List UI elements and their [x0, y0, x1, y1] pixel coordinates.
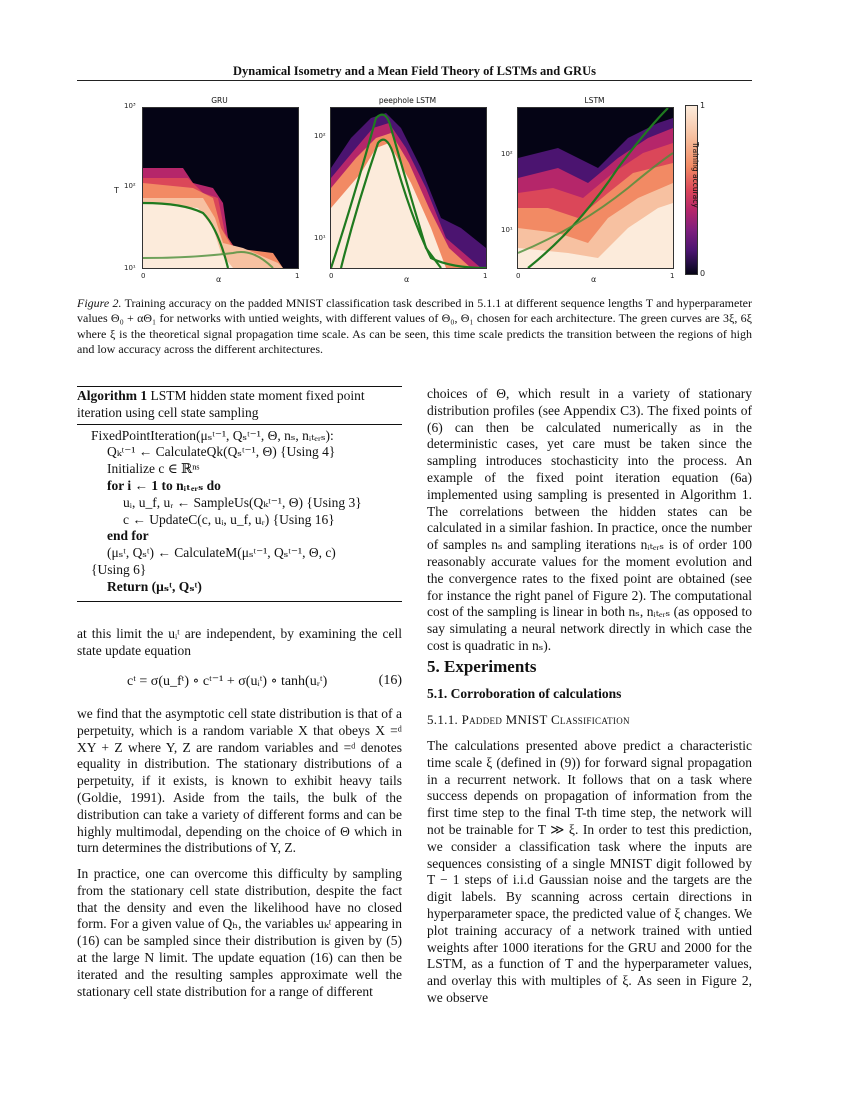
heatmap-gru [142, 107, 299, 269]
heatmap-peephole-lstm [330, 107, 487, 269]
right-paragraph-1: choices of Θ, which result in a variety of stationary distribution profiles (see Appendix C3). The fixed points of (6) can then be calculated numerically as in the deterministic cases, yet care must be taken since the sampling introduces stochasticity into the process. An example of the fixed point iteration equation (6a) implemented using sampling is presented in Algorithm 1. The correlations between the hidden states can be calculated in a similar fashion. In practice, once the number of samples nₛ and sampling iterations nᵢₜₑᵣₛ is of order 100 reasonably accurate values for the moment evolution and the convergence rates to the fixed point are obtained (see for instance the right panel of Figure 2). The computational cost of the sampling is linear in both nₛ, nᵢₜₑᵣₛ (as opposed to say simulating a neural network directly in which case the cost is quadratic in nₛ). [427, 386, 752, 653]
tick-label: 1 [295, 272, 300, 280]
colorbar-label: Training accuracy [691, 142, 700, 208]
colorbar-min: 0 [700, 269, 706, 278]
algo-line: (μₛᵗ, Qₛᵗ) ← CalculateM(μₛᵗ⁻¹, Qₛᵗ⁻¹, Θ, c) [107, 545, 336, 561]
section-heading: 5. Experiments [427, 657, 537, 676]
figure-2 [77, 92, 752, 287]
x-axis-label: α [216, 275, 222, 284]
algo-line: end for [107, 528, 149, 544]
caption-label: Figure 2. [77, 296, 122, 310]
running-header: Dynamical Isometry and a Mean Field Theory of LSTMs and GRUs [233, 64, 596, 78]
tick-label: 10¹ [314, 234, 326, 242]
tick-label: 0 [329, 272, 334, 280]
tick-label: 10² [314, 132, 326, 140]
algo-title-text: LSTM hidden state moment fixed point iteration using cell state sampling [77, 388, 365, 420]
figure-caption [77, 296, 752, 358]
algo-line: FixedPointIteration(μₛᵗ⁻¹, Qₛᵗ⁻¹, Θ, nₛ, nᵢₜₑᵣₛ): [91, 427, 334, 443]
tick-label: 10¹ [124, 264, 136, 272]
panel-title-gru: GRU [211, 96, 228, 105]
heatmap-lstm [517, 107, 674, 269]
subsubsection-heading: 5.1.1. Padded MNIST Classification [427, 712, 630, 727]
algo-line: Initialize c ∈ ℝⁿˢ [107, 461, 200, 477]
algorithm-1 [77, 386, 402, 602]
algo-line: {Using 6} [91, 561, 147, 577]
header-rule [77, 80, 752, 81]
left-paragraph-1: at this limit the uᵢᵗ are independent, by examining the cell state update equation [77, 626, 402, 658]
subsection-heading: 5.1. Corroboration of calculations [427, 686, 622, 701]
tick-label: 1 [670, 272, 675, 280]
tick-label: 10³ [124, 102, 136, 110]
x-axis-label: α [404, 275, 410, 284]
tick-label: 10¹ [501, 226, 513, 234]
tick-label: 10² [501, 150, 513, 158]
panel-title-peephole: peephole LSTM [378, 96, 437, 105]
tick-label: 10² [124, 182, 136, 190]
algo-line: Return (μₛᵗ, Qₛᵗ) [107, 578, 202, 594]
caption-text: Training accuracy on the padded MNIST classification task described in 5.1.1 at different sequence lengths T and hyperparameter values Θ₀ + αΘ₁ for networks with untied weights, with different values of Θ₀, Θ₁ chosen for each architecture. The green curves are 3ξ, 6ξ where ξ is the theoretical signal propagation time scale. As can be seen, this time scale predicts the transition between the regions of high and low accuracy across the different architectures. [77, 296, 753, 357]
algo-line: uᵢ, u_f, uᵣ ← SampleUs(Qₖᵗ⁻¹, Θ) {Using 3} [123, 494, 362, 510]
y-axis-label: T [114, 186, 119, 195]
right-paragraph-2: The calculations presented above predict a characteristic time scale ξ (defined in (9)) for forward signal propagation in a recurrent network. It follows that on a task where success depends on propagation of information from the first time step to the final T-th time step, the network will not be trainable for T ≫ ξ. In order to test this prediction, we consider a classification task where the inputs are sequences consisting of a single MNIST digit followed by T − 1 steps of i.i.d Gaussian noise and the targets are the digit labels. By scanning across certain directions in hyperparameter space, the predicted value of ξ changes. We plot training accuracy of a network trained with untied weights after 1000 iterations for the GRU and 2000 for the LSTM, as a function of T and the hyperparameter values, and overlay this with multiples of ξ. As seen in Figure 2, we observe [427, 738, 752, 1005]
tick-label: 0 [141, 272, 146, 280]
algo-title-label: Algorithm 1 [77, 388, 148, 403]
tick-label: 1 [483, 272, 488, 280]
algo-line: for i ← 1 to nᵢₜₑᵣₛ do [107, 477, 221, 493]
algo-line: Qₖᵗ⁻¹ ← CalculateQk(Qₛᵗ⁻¹, Θ) {Using 4} [107, 444, 336, 460]
panel-title-lstm: LSTM [584, 96, 605, 105]
colorbar-max: 1 [700, 101, 706, 110]
left-paragraph-3: In practice, one can overcome this difficulty by sampling from the stationary cell state distribution, despite the fact that the density and even the likelihood have no closed form. For a given value of Qₕ, the variables uₖᵗ appearing in (16) can be sampled since their distribution is given by (5) at the large N limit. The update equation (16) can then be iterated and the resulting samples approximate well the stationary cell state distribution for a range of different [77, 866, 402, 999]
tick-label: 0 [516, 272, 521, 280]
left-paragraph-2: we find that the asymptotic cell state distribution is that of a perpetuity, which is a random variable X that obeys X =ᵈ XY + Z where Y, Z are random variables and =ᵈ denotes equality in distribution. The stationary distributions of a perpetuity, if it exists, is known to exhibit heavy tails (Goldie, 1991). Aside from the tails, the bulk of the distribution can take a variety of different forms and can be highly multimodal, depending on the choice of Θ which in turn determines the distributions of Y, Z. [77, 706, 402, 856]
equation-number: (16) [378, 673, 402, 688]
equation-text: cᵗ = σ(u_fᵗ) ∘ cᵗ⁻¹ + σ(uᵢᵗ) ∘ tanh(uᵣᵗ) [127, 674, 328, 689]
algo-line: c ← UpdateC(c, uᵢ, u_f, uᵣ) {Using 16} [123, 511, 335, 527]
x-axis-label: α [591, 275, 597, 284]
